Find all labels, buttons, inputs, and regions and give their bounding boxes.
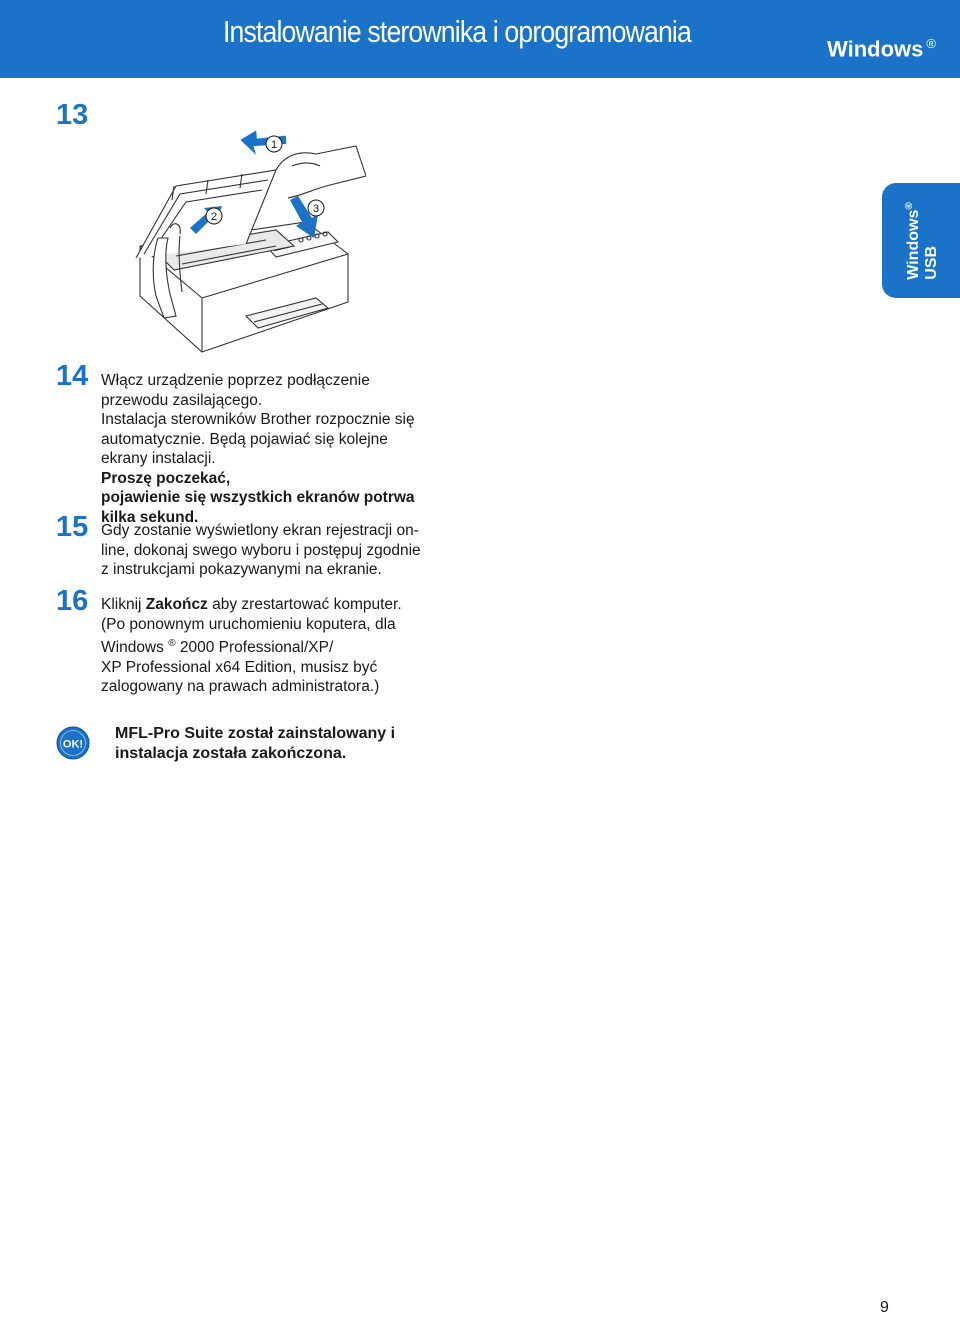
os-label: Windows ® (827, 36, 936, 62)
step-14-text: Włącz urządzenie poprzez podłączenie przewodu zasilającego. Instalacja sterowników Brother rozpocznie się automatycznie. Będą pojawiać się kolejne ekrany instalacji. Proszę poczekać, pojawienie się wszystkich ekranów potrwa kilka sekund. (101, 372, 415, 526)
printer-illustration (116, 126, 366, 358)
page-header (0, 0, 960, 78)
step-number-14: 14 (56, 360, 89, 392)
step-number-15: 15 (56, 511, 89, 543)
marker-3: 3 (312, 203, 320, 215)
marker-1: 1 (270, 139, 278, 151)
svg-text:OK!: OK! (62, 738, 84, 751)
page-title: Instalowanie sterownika i oprogramowania (223, 14, 691, 49)
side-tab-windows-usb (882, 183, 960, 298)
completion-message: MFL-Pro Suite został zainstalowany i instalacja została zakończona. (115, 725, 396, 762)
side-tab-label: Windows® USB (903, 202, 941, 280)
ok-badge-icon (56, 726, 90, 760)
registered-mark: ® (926, 36, 936, 51)
marker-2: 2 (210, 211, 218, 223)
step-15-text: Gdy zostanie wyświetlony ekran rejestracji on- line, dokonaj swego wyboru i postępuj zgodnie z instrukcjami pokazywanymi na ekranie. (101, 522, 421, 578)
step-number-13: 13 (56, 99, 89, 131)
step-number-16: 16 (56, 585, 89, 617)
step-16-text: Kliknij Zakończ aby zrestartować komputer. (Po ponownym uruchomieniu koputera, dla Windows ® 2000 Professional/XP/ XP Professional x64 Edition, musisz być zalogowany na prawach administratora.) (101, 596, 402, 696)
finish-button-name: Zakończ (145, 596, 208, 613)
page-number: 9 (880, 1299, 889, 1316)
